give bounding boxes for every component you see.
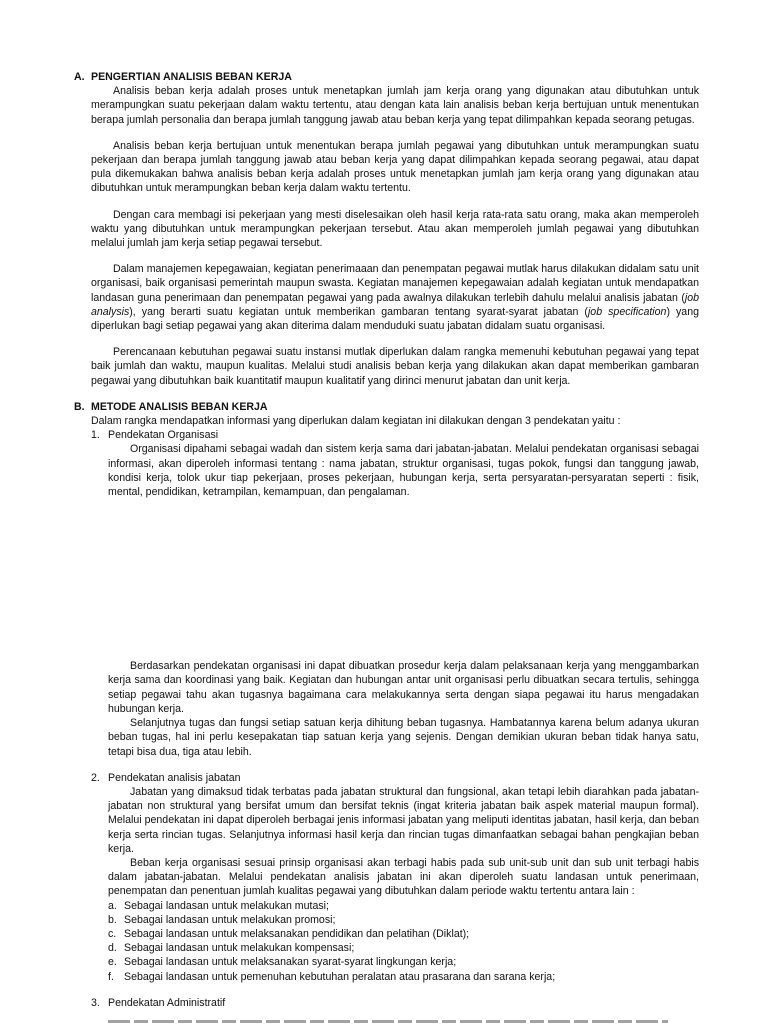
item-1-paragraph-3: Selanjutnya tugas dan fungsi setiap satuan kerja dihitung beban tugasnya. Hambatannya karena belum adanya ukuran beban tugas, hal ini perlu kesepakatan tiap satuan kerja yang sejenis. Dengan demikian ukuran beban tidak hanya satu, tetapi bisa dua, tiga atau lebih. <box>108 717 699 758</box>
item-1-title: Pendekatan Organisasi <box>108 429 219 442</box>
document-body <box>74 70 699 1010</box>
item-2-paragraph-2: Beban kerja organisasi sesuai prinsip organisasi akan terbagi habis pada sub unit-sub unit dan sub unit terbagi habis dalam jabatan-jabatan. Melalui pendekatan analisis jabatan ini akan diperoleh suatu landasan untuk penerimaan, penempatan dan penentuan jumlah kualitas pegawai yang dibutuhkan dalam periode waktu tertentu antara lain : <box>108 856 699 898</box>
para4-text-2: ), yang berarti suatu kegiatan untuk memberikan gambaran tentang syarat-syarat jabatan ( <box>129 305 588 318</box>
section-b-heading <box>74 400 699 414</box>
section-a-paragraph-4 <box>74 262 699 333</box>
para4-text-1: Dalam manajemen kepegawaian, kegiatan penerimaaan dan penempatan pegawai mutlak harus dilakukan didalam satu unit organisasi, baik organisasi pemerintah maupun swasta. Kegiatan manajemen kepegawaian adalah kegiatan untuk mendapatkan landasan guna penerimaan dan penempatan pegawai yang pada awalnya dilakukan terlebih dahulu melalui analisis jabatan ( <box>91 263 699 304</box>
list-item <box>74 927 699 941</box>
blank-area <box>74 499 699 659</box>
section-b-letter: B. <box>74 400 85 413</box>
item-2-paragraph-1: Jabatan yang dimaksud tidak terbatas pada jabatan struktural dan fungsional, akan tetapi lebih diarahkan pada jabatan-jabatan non struktural yang bersifat umum dan bersifat teknis (ingat kriteria jabatan baik aspek material maupun formal). Melalui pendekatan ini dapat diperoleh berbagai jenis informasi jabatan yang meliputi identitas jabatan, hasil kerja, dan beban kerja serta rincian tugas. Selanjutnya informasi hasil kerja dan rincian tugas dimanfaatkan sebagai bahan pengkajian beban kerja. <box>108 785 699 855</box>
list-item-text: Sebagai landasan untuk pemenuhan kebutuhan peralatan atau prasarana dan sarana kerja; <box>124 970 556 983</box>
list-item <box>74 913 699 927</box>
list-item-text: Sebagai landasan untuk melaksanakan pendidikan dan pelatihan (Diklat); <box>124 927 470 940</box>
list-item-letter: d. <box>108 942 117 955</box>
item-3-heading <box>74 996 699 1010</box>
list-item <box>74 955 699 969</box>
item-1-heading <box>74 428 699 442</box>
list-item-text: Sebagai landasan untuk melaksanakan syarat-syarat lingkungan kerja; <box>124 956 457 969</box>
para4-italic-job-specification: job specification <box>587 305 667 318</box>
list-item-letter: a. <box>108 899 117 912</box>
item-2-number: 2. <box>91 771 100 784</box>
section-a-paragraph-3: Dengan cara membagi isi pekerjaan yang mesti diselesaikan oleh hasil kerja rata-rata satu orang, maka akan memperoleh waktu yang dibutuhkan untuk merampungkan pekerjaan tersebut. Atau akan memperoleh jumlah pegawai yang dibutuhkan melalui jumlah jam kerja setiap pegawai tersebut. <box>91 208 699 250</box>
list-item-text: Sebagai landasan untuk melakukan promosi; <box>124 913 336 926</box>
section-b-intro: Dalam rangka mendapatkan informasi yang diperlukan dalam kegiatan ini dilakukan dengan 3 pendekatan yaitu : <box>91 415 621 428</box>
list-item-letter: f. <box>108 970 114 983</box>
list-item-letter: e. <box>108 956 117 969</box>
item-1-number: 1. <box>91 429 100 442</box>
item-3-number: 3. <box>91 996 100 1009</box>
section-a-heading <box>74 70 699 84</box>
item-3-title: Pendekatan Administratif <box>108 996 226 1009</box>
list-item-text: Sebagai landasan untuk melakukan mutasi; <box>124 899 329 912</box>
list-item <box>74 899 699 913</box>
list-item <box>74 970 699 984</box>
list-item-letter: b. <box>108 913 117 926</box>
list-item-letter: c. <box>108 927 117 940</box>
section-a-paragraph-5: Perencanaan kebutuhan pegawai suatu instansi mutlak diperlukan dalam rangka memenuhi kebutuhan pegawai yang tepat baik jumlah dan waktu, maupun kualitas. Melalui studi analisis beban kerja yang dilakukan akan dapat memberikan gambaran pegawai yang dibutuhkan baik kuantitatif maupun kualitatif yang dirinci menurut jabatan dan unit kerja. <box>91 346 699 387</box>
list-item-text: Sebagai landasan untuk melakukan kompensasi; <box>124 942 355 955</box>
section-a-paragraph-2: Analisis beban kerja bertujuan untuk menentukan berapa jumlah pegawai yang dibutuhkan untuk merampungkan suatu pekerjaan dan berapa jumlah tanggung jawab atau beban kerja yang dapat dilimpahkan kepada seorang pegawai, atau dapat pula dikemukakan bahwa analisis beban kerja adalah proses untuk menetapkan jumlah jam kerja orang yang digunakan atau dibutuhkan untuk merampungkan beban kerja dalam waktu tertentu. <box>91 139 699 195</box>
item-1-paragraph-2: Berdasarkan pendekatan organisasi ini dapat dibuatkan prosedur kerja dalam pelaksanaan kerja yang menggambarkan kerja sama dan koordinasi yang baik. Kegiatan dan hubungan antar unit organisasi perlu dibuatkan secara tertulis, sehingga setiap pegawai tahu akan tugasnya bagaimana cara melakukannya serta dengan siapa pegawai itu harus mengadakan hubungan kerja. <box>108 660 699 715</box>
item-2-title: Pendekatan analisis jabatan <box>108 771 241 784</box>
para4-italic-job-analysis: job analysis <box>91 291 699 318</box>
cut-off-text-line <box>108 1016 668 1024</box>
section-a-title: PENGERTIAN ANALISIS BEBAN KERJA <box>91 71 292 83</box>
item-1-paragraph-1: Organisasi dipahami sebagai wadah dan sistem kerja sama dari jabatan-jabatan. Melalui pendekatan organisasi sebagai informasi, akan diperoleh informasi tentang : nama jabatan, struktur organisasi, tugas pokok, fungsi dan tanggung jawab, kondisi kerja, tolok ukur tiap pekerjaan, proses pekerjaan, hubungan kerja, serta persyaratan-persyaratan seperti : fisik, mental, pendidikan, ketrampilan, kemampuan, dan pengalaman. <box>108 443 699 499</box>
section-a-letter: A. <box>74 71 85 83</box>
list-item <box>74 941 699 955</box>
section-a-paragraph-1: Analisis beban kerja adalah proses untuk menetapkan jumlah jam kerja orang yang digunakan atau dibutuhkan untuk merampungkan suatu pekerjaan dalam waktu tertentu, atau dengan kata lain analisis beban kerja bertujuan untuk menentukan berapa jumlah personalia dan berapa jumlah tanggung jawab atau beban kerja yang tepat dilimpahkan kepada seorang petugas. <box>91 85 699 126</box>
para4-text-3: ) yang diperlukan bagi setiap pegawai yang akan diterima dalam menduduki suatu jabatan didalam suatu organisasi. <box>91 305 699 333</box>
item-2-heading <box>74 771 699 785</box>
section-b-title: METODE ANALISIS BEBAN KERJA <box>91 400 268 413</box>
